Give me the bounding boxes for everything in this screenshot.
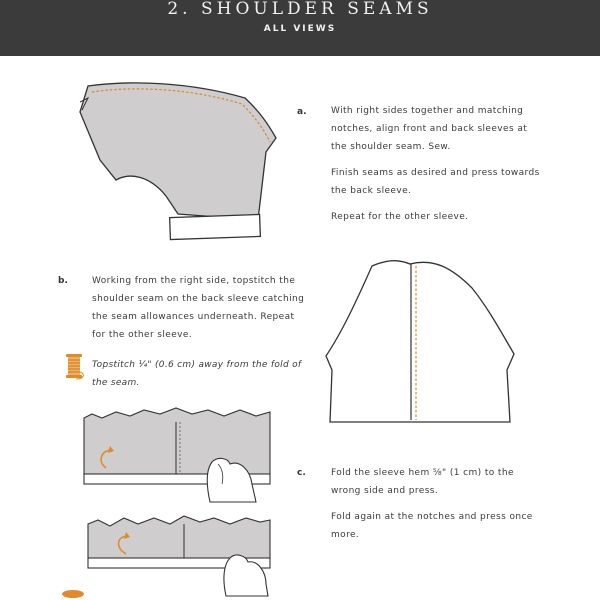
step-b-tip: Topstitch ¼" (0.6 cm) away from the fold of the seam. [92,360,302,388]
figure-b-sleeve [322,258,522,428]
page-title: 2. SHOULDER SEAMS [167,0,433,19]
step-a-paragraph-2: Finish seams as desired and press towards the back sleeve. [331,168,540,196]
step-b-letter: b. [58,276,68,286]
step-a-letter: a. [297,107,307,117]
thread-spool-icon [60,352,88,380]
step-b-text [92,272,307,344]
bottom-accent-mark [62,590,84,598]
hem-band [170,214,261,239]
figure-c-hem-fold-2 [84,512,284,598]
sleeve-shape [80,83,276,220]
step-a-paragraph-1: With right sides together and matching notches, align front and back sleeves at the shoulder seam. Sew. [331,106,528,152]
step-a-text [331,102,546,234]
sleeve-outline [326,261,514,422]
step-c-paragraph-2: Fold again at the notches and press once more. [331,512,533,540]
step-a-paragraph-3: Repeat for the other sleeve. [331,212,469,222]
step-c-paragraph-1: Fold the sleeve hem ⅝" (1 cm) to the wrong side and press. [331,468,514,496]
figure-a-sleeve [70,72,290,252]
figure-c-hem-fold-1 [80,404,280,504]
step-c-letter: c. [297,468,306,478]
step-c-text [331,464,546,552]
fabric-piece [88,516,270,558]
page-subtitle: ALL VIEWS [263,24,337,34]
fabric-piece [84,408,270,474]
page-header [0,0,600,56]
step-b-paragraph-1: Working from the right side, topstitch the shoulder seam on the back sleeve catching the seam allowances underneath. Repeat for the other sleeve. [92,276,305,340]
